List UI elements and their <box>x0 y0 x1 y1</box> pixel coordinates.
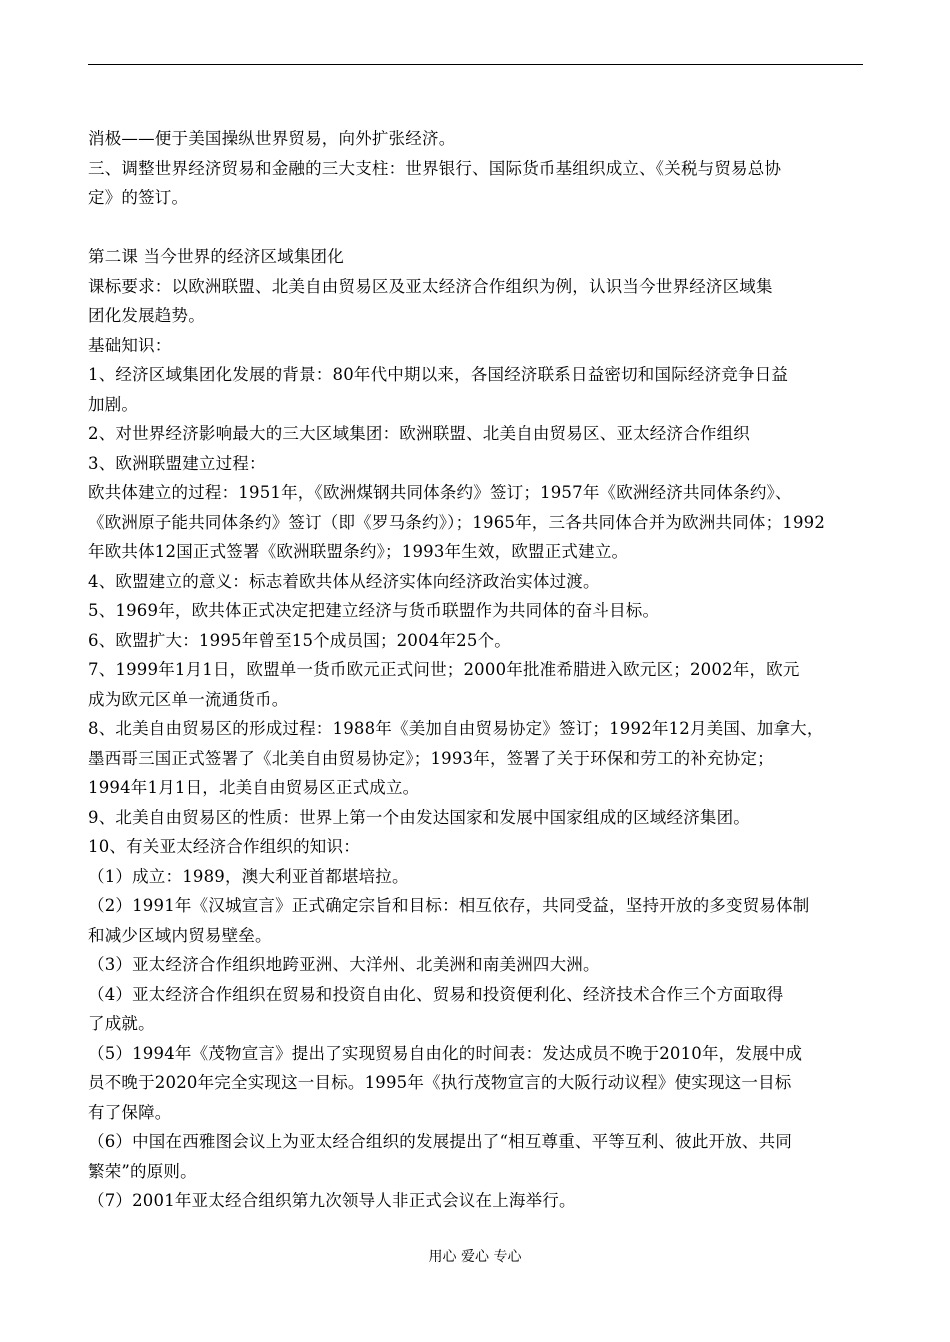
text-line: 团化发展趋势。 <box>88 306 205 325</box>
text-line: 5、1969年，欧共体正式决定把建立经济与货币联盟作为共同体的奋斗目标。 <box>88 601 660 620</box>
text-line: （2）1991年《汉城宣言》正式确定宗旨和目标：相互依存，共同受益，坚持开放的多变贸易体制 <box>88 896 810 915</box>
text-line: 7、1999年1月1日，欧盟单一货币欧元正式问世；2000年批准希腊进入欧元区；2002年，欧元 <box>88 660 800 679</box>
text-line: 1、经济区域集团化发展的背景：80年代中期以来，各国经济联系日益密切和国际经济竞争日益 <box>88 365 789 384</box>
text-line: 9、北美自由贸易区的性质：世界上第一个由发达国家和发展中国家组成的区域经济集团。 <box>88 807 750 827</box>
text-line: 和减少区域内贸易壁垒。 <box>88 925 272 945</box>
text-line: 年欧共体12国正式签署《欧洲联盟条约》；1993年生效，欧盟正式建立。 <box>88 542 629 561</box>
text-line: 6、欧盟扩大：1995年曾至15个成员国；2004年25个。 <box>88 630 511 650</box>
text-line: 有了保障。 <box>88 1102 172 1122</box>
text-line: 2、对世界经济影响最大的三大区域集团：欧洲联盟、北美自由贸易区、亚太经济合作组织 <box>88 424 750 443</box>
text-line: （4）亚太经济合作组织在贸易和投资自由化、贸易和投资便利化、经济技术合作三个方面取得 <box>88 984 784 1004</box>
text-line: 欧共体建立的过程：1951年，《欧洲煤钢共同体条约》签订；1957年《欧洲经济共同体条约》、 <box>88 483 792 502</box>
text-line: 第二课 当今世界的经济区域集团化 <box>88 247 344 266</box>
blank-line <box>88 213 863 243</box>
text-line: 定》的签订。 <box>88 188 189 207</box>
text-line: （3）亚太经济合作组织地跨亚洲、大洋州、北美洲和南美洲四大洲。 <box>88 955 600 974</box>
text-line: 员不晚于2020年完全实现这一目标。1995年《执行茂物宣言的大阪行动议程》使实现这一目标 <box>88 1073 792 1092</box>
text-line: 消极——便于美国操纵世界贸易，向外扩张经济。 <box>88 129 456 148</box>
text-line: 10、有关亚太经济合作组织的知识： <box>88 837 360 856</box>
text-line: 墨西哥三国正式签署了《北美自由贸易协定》；1993年，签署了关于环保和劳工的补充协定； <box>88 748 774 768</box>
text-line: 了成就。 <box>88 1014 155 1033</box>
text-line: 基础知识： <box>88 335 172 355</box>
text-line: 加剧。 <box>88 394 139 414</box>
text-line: 8、北美自由贸易区的形成过程：1988年《美加自由贸易协定》签订；1992年12月美国、加拿大， <box>88 719 824 738</box>
page-footer: 用心 爱心 专心 <box>428 1249 522 1265</box>
text-line: （1）成立：1989，澳大利亚首都堪培拉。 <box>88 866 409 886</box>
text-line: （5）1994年《茂物宣言》提出了实现贸易自由化的时间表：发达成员不晚于2010年，发展中成 <box>88 1043 803 1063</box>
header-rule <box>88 64 863 65</box>
text-line: 3、欧洲联盟建立过程： <box>88 453 266 473</box>
text-line: （6）中国在西雅图会议上为亚太经合组织的发展提出了“相互尊重、平等互利、彼此开放、共同 <box>88 1132 793 1151</box>
text-line: （7）2001年亚太经合组织第九次领导人非正式会议在上海举行。 <box>88 1191 576 1210</box>
text-line: 《欧洲原子能共同体条约》签订（即《罗马条约》）；1965年，三各共同体合并为欧洲共同体；1992 <box>88 512 826 532</box>
text-line: 繁荣”的原则。 <box>88 1161 197 1181</box>
text-line: 三、调整世界经济贸易和金融的三大支柱：世界银行、国际货币基组织成立、《关税与贸易总协 <box>88 158 782 178</box>
text-line: 4、欧盟建立的意义：标志着欧共体从经济实体向经济政治实体过渡。 <box>88 571 600 591</box>
document-body <box>88 124 863 1216</box>
text-line: 1994年1月1日，北美自由贸易区正式成立。 <box>88 778 420 797</box>
text-line: 成为欧元区单一流通货币。 <box>88 689 289 709</box>
text-line: 课标要求：以欧洲联盟、北美自由贸易区及亚太经济合作组织为例，认识当今世界经济区域集 <box>88 276 773 296</box>
